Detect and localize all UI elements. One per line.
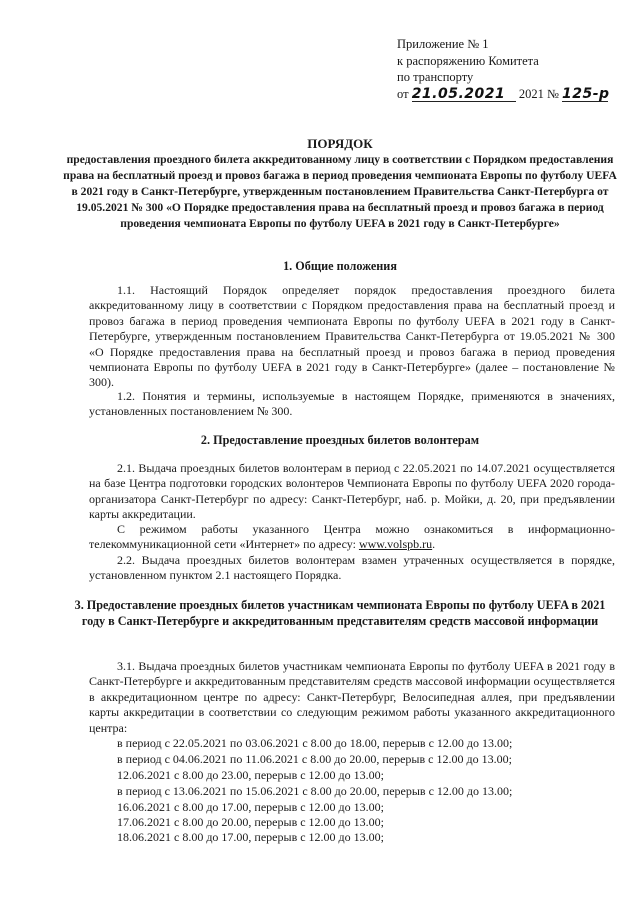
schedule-line: в период с 13.06.2021 по 15.06.2021 с 8.00 до 20.00, перерыв с 12.00 до 13.00;: [117, 784, 513, 798]
appendix-date-line: [397, 86, 627, 103]
paragraph-1-1: 1.1. Настоящий Порядок определяет порядок предоставления проездного билета аккредитованному лицу в соответствии с Порядком предоставления права на бесплатный проезд и провоз багажа в период проведения чемпионата Европы по футболу UEFA в 2021 году в Санкт-Петербурге, утвержденным постановлением Правительства Санкт-Петербурга от 19.05.2021 № 300 «О Порядке предоставления права на бесплатный проезд и провоз багажа в период проведения чемпионата Европы по футболу UEFA в 2021 году в Санкт-Петербурге» (далее – постановление № 300).: [89, 283, 615, 390]
schedule-line: 18.06.2021 с 8.00 до 17.00, перерыв с 12.00 до 13.00;: [117, 830, 384, 844]
appendix-line-1: Приложение № 1: [397, 37, 489, 51]
paragraph-2-1-schedule-end: .: [432, 537, 436, 552]
handwritten-date: 21.05.2021: [412, 87, 516, 102]
year-label: 2021 №: [518, 86, 559, 101]
schedule-line: в период с 22.05.2021 по 03.06.2021 с 8.00 до 18.00, перерыв с 12.00 до 13.00;: [117, 736, 513, 750]
appendix-line-3: по транспорту: [397, 70, 474, 84]
schedule-line: 17.06.2021 с 8.00 до 20.00, перерыв с 12.00 до 13.00;: [117, 815, 384, 829]
paragraph-2-1-schedule-text: С режимом работы указанного Центра можно ознакомиться в информационно-телекоммуникационной сети «Интернет» по адресу:: [89, 522, 615, 552]
section-1-heading: 1. Общие положения: [283, 259, 397, 273]
document-subtitle: предоставления проездного билета аккредитованному лицу в соответствии с Порядком предоставления права на бесплатный проезд и провоз багажа в период проведения чемпионата Европы по футболу UEFA в 2021 году в Санкт-Петербурге, утвержденным постановлением Правительства Санкт-Петербурга от 19.05.2021 № 300 «О Порядке предоставления права на бесплатный проезд и провоз багажа в период проведения чемпионата Европы по футболу UEFA в 2021 году в Санкт-Петербурге»: [63, 153, 617, 230]
section-3-heading: 3. Предоставление проездных билетов участникам чемпионата Европы по футболу UEFA в 2021 году в Санкт-Петербурге и аккредитованным представителям средств массовой информации: [74, 598, 606, 628]
section-2-heading: 2. Предоставление проездных билетов волонтерам: [200, 433, 480, 447]
from-label: от: [397, 86, 409, 101]
paragraph-2-2: 2.2. Выдача проездных билетов волонтерам взамен утраченных осуществляется в порядке, установленном пунктом 2.1 настоящего Порядка.: [89, 553, 615, 583]
document-title: ПОРЯДОК: [307, 136, 373, 151]
paragraph-3-1: 3.1. Выдача проездных билетов участникам чемпионата Европы по футболу UEFA в 2021 году в Санкт-Петербурге и аккредитованным представителям средств массовой информации осуществляется в аккредитационном центре по адресу: Санкт-Петербург, Велосипедная аллея, при предъявлении карты аккредитации в соответствии со следующим режимом работы указанного аккредитационного центра:: [89, 659, 615, 735]
handwritten-number: 125-р: [562, 85, 610, 102]
paragraph-2-1-schedule: [89, 522, 615, 553]
volspb-link[interactable]: www.volspb.ru: [358, 537, 433, 552]
schedule-line: 16.06.2021 с 8.00 до 17.00, перерыв с 12.00 до 13.00;: [117, 800, 384, 814]
paragraph-2-1: 2.1. Выдача проездных билетов волонтерам в период с 22.05.2021 по 14.07.2021 осуществляется на базе Центра подготовки городских волонтеров Чемпионата Европы по футболу UEFA 2020 города-организатора Санкт-Петербург по адресу: Санкт-Петербург, наб. р. Мойки, д. 20, при предъявлении карты аккредитации.: [89, 461, 615, 522]
schedule-line: в период с 04.06.2021 по 11.06.2021 с 8.00 до 20.00, перерыв с 12.00 до 13.00;: [117, 752, 512, 766]
paragraph-1-2: 1.2. Понятия и термины, используемые в настоящем Порядке, применяются в значениях, установленных постановлением № 300.: [89, 389, 615, 419]
schedule-line: 12.06.2021 с 8.00 до 23.00, перерыв с 12.00 до 13.00;: [117, 768, 384, 782]
appendix-line-2: к распоряжению Комитета: [397, 53, 539, 68]
appendix-block: [397, 36, 627, 102]
